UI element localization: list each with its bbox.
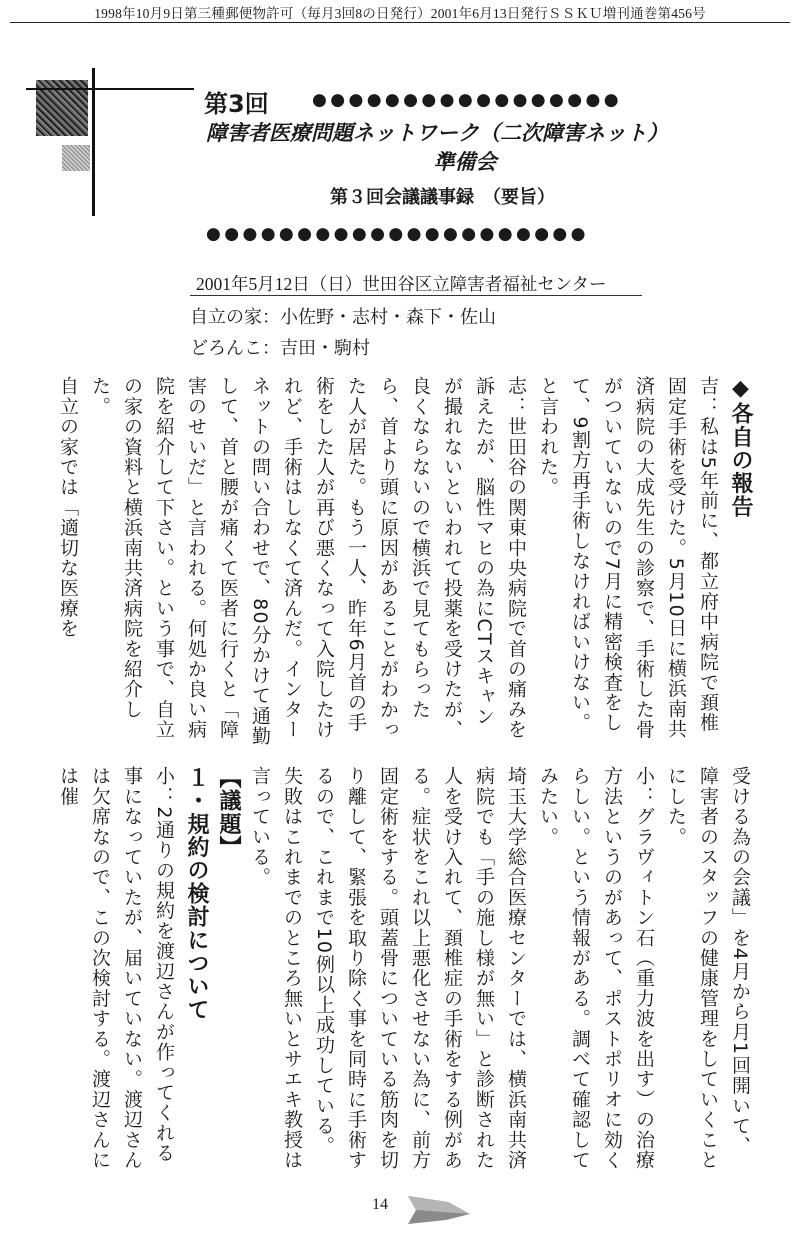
date-underline	[190, 295, 642, 296]
report-continuation: 受ける為の会議」を4月から月1回開いて、障害者のスタッフの健康管理をしていくことにした。	[665, 766, 751, 1170]
page-title: 障害者医療問題ネットワーク（二次障害ネット）	[206, 121, 668, 145]
section-heading-reports: ◆各自の報告	[728, 376, 753, 519]
meeting-date-place: 2001年5月12日（日）世田谷区立障害者福祉センター	[196, 274, 607, 294]
agenda-bylaws-text: 小：2通りの規約を渡辺さんが作ってくれる事になっていたが、届いていない。渡辺さんは欠席なので、この次検討する。渡辺さんには催	[57, 766, 175, 1170]
agenda-item-bylaws: １・規約の検討について	[184, 766, 209, 1022]
decorative-rule-horizontal	[26, 88, 194, 90]
report-osano: 小：グラヴィトン石（重力波を出す）の治療方法というのがあって、ポストポリオに効くらしい。という情報がある。調べて確認してみたい。	[537, 766, 655, 1170]
page-subtitle: 準備会	[433, 150, 497, 174]
masthead-rule	[10, 22, 790, 23]
report-saitama: 埼玉大学総合医療センターでは、横浜南共済病院でも「手の施し様が無い」と診断された人を受け入れて、頚椎症の手術をする例がある。症状をこれ以上悪化させない為に、前方固定術をする。頭蓋骨についている筋肉を切り離して、緊張を取り除く事を同時に手術するので、これまで10例以上成功している。失敗はこれまでのところ無いとサエキ教授は言っている。	[249, 766, 527, 1170]
minutes-title: 第３回会議議事録 （要旨）	[330, 187, 555, 208]
page-number: 14	[372, 1196, 388, 1213]
meeting-number: 第3回	[204, 90, 269, 118]
decorative-rule-vertical	[92, 68, 95, 216]
upper-text-block	[40, 376, 756, 746]
masthead: 1998年10月9日第三種郵便物許可（毎月3回8の日発行）2001年6月13日発行ＳＳＫＵ増刊通巻第456号	[94, 6, 706, 21]
section-heading-agenda: 【議題】	[216, 766, 241, 859]
lower-text-block	[40, 766, 756, 1170]
report-jiritsu-continued: 自立の家では「適切な医療を	[57, 376, 79, 639]
report-yoshida: 吉：私は5年前に、都立府中病院で頚椎固定手術を受けた。5月10日に横浜南共済病院の大成先生の診察で、手術した骨がついていないので7月に精密検査をして、9割方再手術しなければいけない。と言われた。	[537, 376, 719, 740]
title-dot-row-bottom: ●●●●●●●●●●●●●●●●●●●●●	[206, 224, 589, 244]
report-shimura: 志：世田谷の関東中央病院で首の痛みを訴えたが、脳性マヒの為にCTスキャンが撮れないといわれて投薬を受けたが、良くならないので横浜で見てもらったら、首より頭に原因があることがわかった人が居た。もう一人、昨年6月首の手術をした人が再び悪くなって入院したけれど、手術はしなくて済んだ。インターネットの問い合わせで、80分かけて通勤して、首と腰が痛くて医者に行くと「障害のせいだ」と言われる。何処か良い病院を紹介して下さい。という事で、自立の家の資料と横浜南共済病院を紹介した。	[89, 376, 527, 746]
attendees-jiritsu: 自立の家：小佐野・志村・森下・佐山	[190, 307, 496, 328]
next-page-arrow-icon	[408, 1188, 472, 1228]
attendees-doronko: どろんこ：吉田・駒村	[190, 338, 370, 359]
title-dot-row-top: ●●●●●●●●●●●●●●●●●	[312, 90, 622, 110]
